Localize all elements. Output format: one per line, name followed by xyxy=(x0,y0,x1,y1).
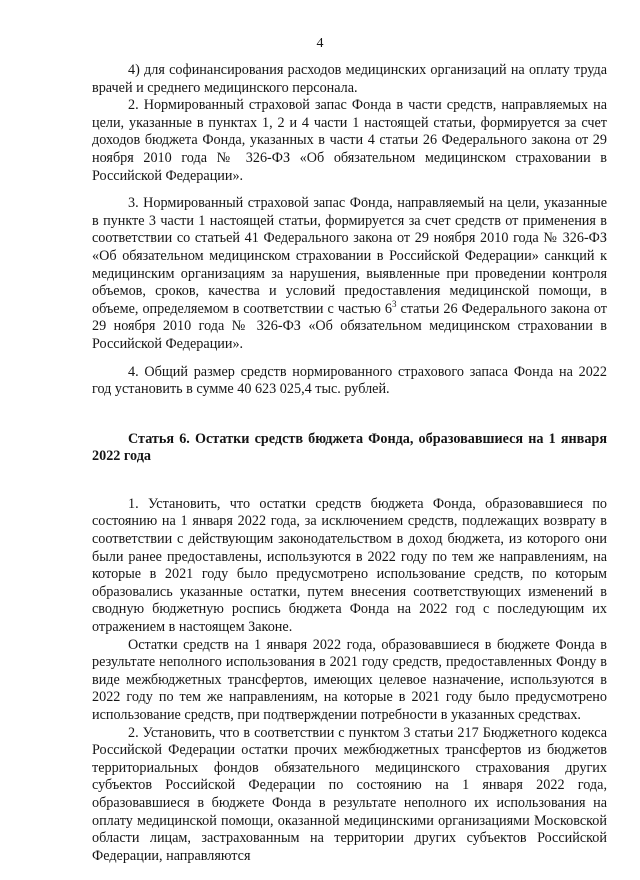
paragraph-part-2: 2. Нормированный страховой запас Фонда в части средств, направляемых на цели, указанные в пунктах 1, 2 и 4 части 1 настоящей статьи, формируется за счет доходов бюджета Фонда, указанных в части 4 статьи 26 Федерального закона от 29 ноября 2010 года № 326-ФЗ «Об обязательном медицинском страховании в Российской Федерации». xyxy=(92,97,607,184)
article-6-heading: Статья 6. Остатки средств бюджета Фонда, образовавшиеся на 1 января 2022 года xyxy=(92,430,607,465)
page-number: 4 xyxy=(316,36,324,51)
article-6-paragraph-1: 1. Установить, что остатки средств бюджета Фонда, образовавшиеся по состоянию на 1 января 2022 года, за исключением средств, подлежащих возврату в соответствии с действующим законодательством в доход бюджета, из которого они были ранее предоставлены, используются в 2022 году по тем же направлениям, на которые в 2021 году было предусмотрено использование средств, по которым образовались указанные остатки, путем внесения соответствующих изменений в сводную бюджетную роспись бюджета Фонда на 2022 год с последующим их отражением в настоящем Законе. xyxy=(92,495,607,636)
article-6-paragraph-3: 2. Установить, что в соответствии с пунктом 3 статьи 217 Бюджетного кодекса Российской Федерации остатки прочих межбюджетных трансфертов из бюджетов территориальных фондов обязательного медицинского страхования других субъектов Российской Федерации по состоянию на 1 января 2022 года, образовавшиеся в бюджете Фонда в результате неполного их использования на оплату медицинской помощи, оказанной медицинскими организациями Московской области лицам, застрахованным на территории других субъектов Российской Федерации, направляются xyxy=(92,724,607,864)
paragraph-part-3 xyxy=(92,195,607,353)
paragraph-item-4: 4) для софинансирования расходов медицинских организаций на оплату труда врачей и среднего медицинского персонала. xyxy=(92,62,607,96)
paragraph-part-4: 4. Общий размер средств нормированного страхового запаса Фонда на 2022 год установить в сумме 40 623 025,4 тыс. рублей. xyxy=(92,363,607,398)
article-6-paragraph-2: Остатки средств на 1 января 2022 года, образовавшиеся в бюджете Фонда в результате неполного использования в 2021 году средств, предоставленных Фонду в виде межбюджетных трансфертов, имеющих целевое назначение, используются в 2022 году по тем же направлениям, на которые в 2021 году было предусмотрено использование средств, при подтверждении потребности в указанных средствах. xyxy=(92,636,607,723)
paragraph-part-3-tail: статьи 26 Федерального закона от 29 ноября 2010 года № 326-ФЗ «Об обязательном медицинском страховании в Российской Федерации». xyxy=(92,300,607,352)
document-body xyxy=(92,62,607,865)
paragraph-part-3-text: 3. Нормированный страховой запас Фонда, направляемый на цели, указанные в пункте 3 части 1 настоящей статьи, формируется за счет средств от применения в соответствии со статьей 41 Федерального закона от 29 ноября 2010 года № 326-ФЗ «Об обязательном медицинском страховании в Российской Федерации» санкций к медицинским организациям за нарушения, выявленные при проведении контроля объемов, сроков, качества и условий предоставления медицинской помощи, в объеме, определяемом в соответствии с частью 6 xyxy=(92,195,607,317)
superscript-3: 3 xyxy=(391,298,397,309)
